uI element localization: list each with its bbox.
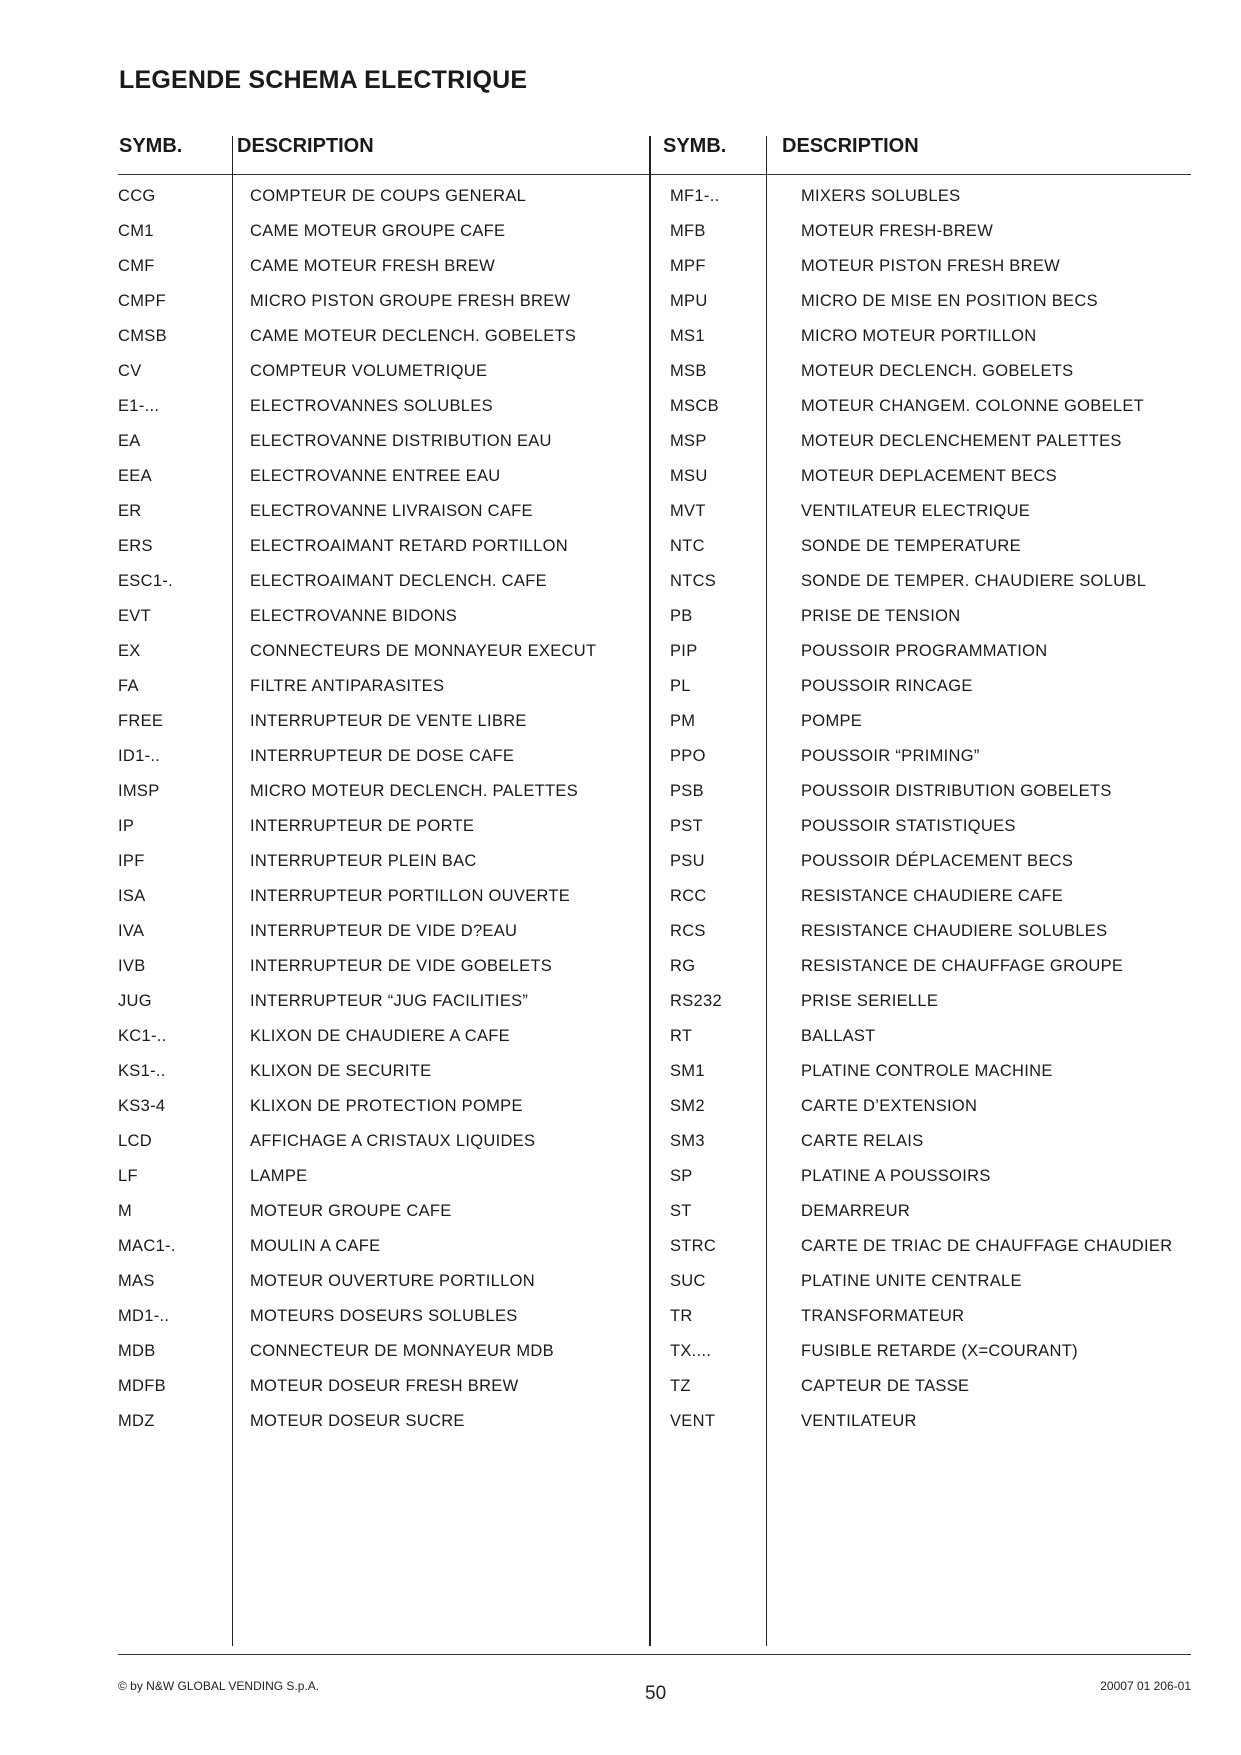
left-description: ELECTROAIMANT DECLENCH. CAFE [250, 572, 547, 590]
right-symbol: NTCS [670, 572, 717, 590]
legend-row [0, 461, 1241, 496]
left-symbol: KC1-.. [118, 1027, 167, 1045]
right-symbol: MVT [670, 502, 706, 520]
right-description: MOTEUR DECLENCH. GOBELETS [801, 362, 1074, 380]
legend-row [0, 1336, 1241, 1371]
right-description: DEMARREUR [801, 1202, 911, 1220]
right-description: MOTEUR PISTON FRESH BREW [801, 257, 1060, 275]
right-description: RESISTANCE DE CHAUFFAGE GROUPE [801, 957, 1124, 975]
left-symbol: MDB [118, 1342, 156, 1360]
right-symbol: SM3 [670, 1132, 705, 1150]
legend-row [0, 356, 1241, 391]
right-symbol: PSB [670, 782, 704, 800]
legend-row [0, 811, 1241, 846]
right-description: CARTE D’EXTENSION [801, 1097, 978, 1115]
left-symbol: IPF [118, 852, 145, 870]
left-description: MICRO PISTON GROUPE FRESH BREW [250, 292, 571, 310]
legend-row [0, 636, 1241, 671]
left-description: CAME MOTEUR FRESH BREW [250, 257, 495, 275]
right-description: POUSSOIR DISTRIBUTION GOBELETS [801, 782, 1112, 800]
right-symbol: PSU [670, 852, 705, 870]
header-desc-left: DESCRIPTION [237, 135, 374, 157]
legend-row [0, 951, 1241, 986]
right-symbol: SUC [670, 1272, 706, 1290]
right-symbol: MSU [670, 467, 708, 485]
left-symbol: LCD [118, 1132, 152, 1150]
right-description: RESISTANCE CHAUDIERE CAFE [801, 887, 1064, 905]
left-symbol: KS3-4 [118, 1097, 166, 1115]
left-symbol: CMF [118, 257, 155, 275]
legend-row [0, 881, 1241, 916]
left-symbol: EA [118, 432, 141, 450]
left-description: COMPTEUR VOLUMETRIQUE [250, 362, 488, 380]
left-description: ELECTROVANNE LIVRAISON CAFE [250, 502, 533, 520]
left-symbol: CMPF [118, 292, 166, 310]
legend-row [0, 846, 1241, 881]
left-description: INTERRUPTEUR DE VIDE GOBELETS [250, 957, 553, 975]
right-symbol: MS1 [670, 327, 705, 345]
right-description: POUSSOIR “PRIMING” [801, 747, 980, 765]
right-symbol: RS232 [670, 992, 722, 1010]
left-description: CONNECTEUR DE MONNAYEUR MDB [250, 1342, 554, 1360]
left-description: KLIXON DE SECURITE [250, 1062, 432, 1080]
left-description: LAMPE [250, 1167, 308, 1185]
right-symbol: RG [670, 957, 696, 975]
left-symbol: MDFB [118, 1377, 166, 1395]
footer-copyright: © by N&W GLOBAL VENDING S.p.A. [118, 1679, 320, 1693]
legend-row [0, 1371, 1241, 1406]
right-description: MICRO DE MISE EN POSITION BECS [801, 292, 1098, 310]
right-description: MOTEUR CHANGEM. COLONNE GOBELET [801, 397, 1145, 415]
right-description: PLATINE A POUSSOIRS [801, 1167, 991, 1185]
right-description: CARTE RELAIS [801, 1132, 924, 1150]
legend-row [0, 496, 1241, 531]
left-description: ELECTROVANNE DISTRIBUTION EAU [250, 432, 552, 450]
left-description: INTERRUPTEUR DE VENTE LIBRE [250, 712, 527, 730]
right-description: POUSSOIR RINCAGE [801, 677, 973, 695]
legend-row [0, 251, 1241, 286]
legend-row [0, 426, 1241, 461]
right-symbol: MFB [670, 222, 706, 240]
left-symbol: MD1-.. [118, 1307, 170, 1325]
left-symbol: ISA [118, 887, 146, 905]
legend-row [0, 741, 1241, 776]
right-description: RESISTANCE CHAUDIERE SOLUBLES [801, 922, 1108, 940]
legend-row [0, 566, 1241, 601]
left-symbol: IP [118, 817, 135, 835]
right-symbol: NTC [670, 537, 705, 555]
right-description: TRANSFORMATEUR [801, 1307, 965, 1325]
header-desc-right: DESCRIPTION [782, 135, 919, 157]
left-description: AFFICHAGE A CRISTAUX LIQUIDES [250, 1132, 536, 1150]
right-symbol: SM2 [670, 1097, 705, 1115]
right-description: CAPTEUR DE TASSE [801, 1377, 970, 1395]
right-symbol: RCC [670, 887, 707, 905]
legend-row [0, 1231, 1241, 1266]
legend-row [0, 1056, 1241, 1091]
right-description: PLATINE UNITE CENTRALE [801, 1272, 1022, 1290]
legend-row [0, 1161, 1241, 1196]
left-symbol: ID1-.. [118, 747, 161, 765]
left-description: ELECTROVANNES SOLUBLES [250, 397, 493, 415]
right-description: BALLAST [801, 1027, 876, 1045]
right-description: POUSSOIR DÉPLACEMENT BECS [801, 852, 1074, 870]
left-symbol: LF [118, 1167, 138, 1185]
left-symbol: EVT [118, 607, 151, 625]
legend-row [0, 1406, 1241, 1441]
right-description: CARTE DE TRIAC DE CHAUFFAGE CHAUDIER [801, 1237, 1173, 1255]
right-symbol: PIP [670, 642, 698, 660]
left-description: INTERRUPTEUR “JUG FACILITIES” [250, 992, 529, 1010]
right-symbol: PPO [670, 747, 706, 765]
legend-row [0, 986, 1241, 1021]
right-description: MIXERS SOLUBLES [801, 187, 961, 205]
right-symbol: PM [670, 712, 696, 730]
left-symbol: ESC1-. [118, 572, 173, 590]
left-symbol: IMSP [118, 782, 160, 800]
left-symbol: IVA [118, 922, 145, 940]
right-symbol: PB [670, 607, 693, 625]
left-symbol: ER [118, 502, 142, 520]
legend-row [0, 916, 1241, 951]
right-symbol: RT [670, 1027, 693, 1045]
right-description: MICRO MOTEUR PORTILLON [801, 327, 1037, 345]
left-description: MOTEUR DOSEUR FRESH BREW [250, 1377, 519, 1395]
right-symbol: SM1 [670, 1062, 705, 1080]
left-description: ELECTROVANNE BIDONS [250, 607, 458, 625]
right-symbol: TZ [670, 1377, 691, 1395]
left-symbol: ERS [118, 537, 153, 555]
left-description: CONNECTEURS DE MONNAYEUR EXECUT [250, 642, 597, 660]
right-symbol: RCS [670, 922, 706, 940]
header-symb-left: SYMB. [119, 135, 183, 157]
left-symbol: MDZ [118, 1412, 155, 1430]
left-description: INTERRUPTEUR DE PORTE [250, 817, 475, 835]
left-symbol: EX [118, 642, 141, 660]
legend-row [0, 1091, 1241, 1126]
legend-row [0, 706, 1241, 741]
left-description: MOULIN A CAFE [250, 1237, 381, 1255]
right-symbol: ST [670, 1202, 692, 1220]
right-symbol: MSCB [670, 397, 719, 415]
left-description: COMPTEUR DE COUPS GENERAL [250, 187, 527, 205]
left-description: ELECTROAIMANT RETARD PORTILLON [250, 537, 568, 555]
left-description: KLIXON DE CHAUDIERE A CAFE [250, 1027, 510, 1045]
left-description: INTERRUPTEUR PORTILLON OUVERTE [250, 887, 571, 905]
right-description: SONDE DE TEMPER. CHAUDIERE SOLUBL [801, 572, 1147, 590]
right-symbol: MPU [670, 292, 708, 310]
left-description: CAME MOTEUR GROUPE CAFE [250, 222, 506, 240]
right-description: MOTEUR FRESH-BREW [801, 222, 994, 240]
right-symbol: MSB [670, 362, 707, 380]
legend-row [0, 671, 1241, 706]
right-description: PLATINE CONTROLE MACHINE [801, 1062, 1053, 1080]
left-description: MOTEURS DOSEURS SOLUBLES [250, 1307, 518, 1325]
left-description: ELECTROVANNE ENTREE EAU [250, 467, 501, 485]
left-description: INTERRUPTEUR PLEIN BAC [250, 852, 477, 870]
right-description: POMPE [801, 712, 863, 730]
page-title: LEGENDE SCHEMA ELECTRIQUE [119, 66, 528, 94]
header-symb-right: SYMB. [663, 135, 727, 157]
left-description: INTERRUPTEUR DE VIDE D?EAU [250, 922, 518, 940]
left-description: MOTEUR DOSEUR SUCRE [250, 1412, 465, 1430]
page-number: 50 [645, 1683, 667, 1704]
right-symbol: TR [670, 1307, 693, 1325]
left-symbol: IVB [118, 957, 146, 975]
right-symbol: VENT [670, 1412, 716, 1430]
right-description: VENTILATEUR [801, 1412, 917, 1430]
left-symbol: M [118, 1202, 133, 1220]
header-divider [118, 174, 1191, 175]
footer-divider [118, 1654, 1191, 1655]
right-symbol: MF1-.. [670, 187, 720, 205]
right-symbol: TX.... [670, 1342, 712, 1360]
document-code: 20007 01 206-01 [1100, 1679, 1191, 1693]
right-description: FUSIBLE RETARDE (X=COURANT) [801, 1342, 1078, 1360]
left-description: INTERRUPTEUR DE DOSE CAFE [250, 747, 515, 765]
left-description: MOTEUR GROUPE CAFE [250, 1202, 452, 1220]
legend-row [0, 1301, 1241, 1336]
right-symbol: MSP [670, 432, 707, 450]
right-description: MOTEUR DEPLACEMENT BECS [801, 467, 1057, 485]
left-symbol: CCG [118, 187, 156, 205]
legend-row [0, 321, 1241, 356]
left-symbol: E1-... [118, 397, 160, 415]
legend-row [0, 1266, 1241, 1301]
left-symbol: MAC1-. [118, 1237, 176, 1255]
right-description: PRISE SERIELLE [801, 992, 939, 1010]
legend-row [0, 216, 1241, 251]
left-symbol: CV [118, 362, 142, 380]
left-symbol: CMSB [118, 327, 167, 345]
left-symbol: FA [118, 677, 139, 695]
legend-row [0, 531, 1241, 566]
right-symbol: MPF [670, 257, 706, 275]
right-description: VENTILATEUR ELECTRIQUE [801, 502, 1031, 520]
right-symbol: STRC [670, 1237, 717, 1255]
legend-row [0, 1196, 1241, 1231]
left-description: FILTRE ANTIPARASITES [250, 677, 445, 695]
left-description: KLIXON DE PROTECTION POMPE [250, 1097, 523, 1115]
legend-row [0, 391, 1241, 426]
left-description: MOTEUR OUVERTURE PORTILLON [250, 1272, 535, 1290]
left-description: MICRO MOTEUR DECLENCH. PALETTES [250, 782, 579, 800]
left-symbol: EEA [118, 467, 152, 485]
legend-row [0, 1126, 1241, 1161]
left-description: CAME MOTEUR DECLENCH. GOBELETS [250, 327, 577, 345]
right-symbol: SP [670, 1167, 693, 1185]
right-symbol: PST [670, 817, 703, 835]
right-description: SONDE DE TEMPERATURE [801, 537, 1021, 555]
right-description: POUSSOIR PROGRAMMATION [801, 642, 1048, 660]
right-description: POUSSOIR STATISTIQUES [801, 817, 1016, 835]
left-symbol: MAS [118, 1272, 155, 1290]
left-symbol: FREE [118, 712, 164, 730]
left-symbol: JUG [118, 992, 152, 1010]
legend-row [0, 1021, 1241, 1056]
legend-row [0, 776, 1241, 811]
left-symbol: CM1 [118, 222, 154, 240]
left-symbol: KS1-.. [118, 1062, 166, 1080]
right-description: PRISE DE TENSION [801, 607, 961, 625]
legend-row [0, 601, 1241, 636]
right-symbol: PL [670, 677, 691, 695]
legend-row [0, 286, 1241, 321]
legend-table [0, 181, 1241, 1441]
legend-row [0, 181, 1241, 216]
right-description: MOTEUR DECLENCHEMENT PALETTES [801, 432, 1122, 450]
